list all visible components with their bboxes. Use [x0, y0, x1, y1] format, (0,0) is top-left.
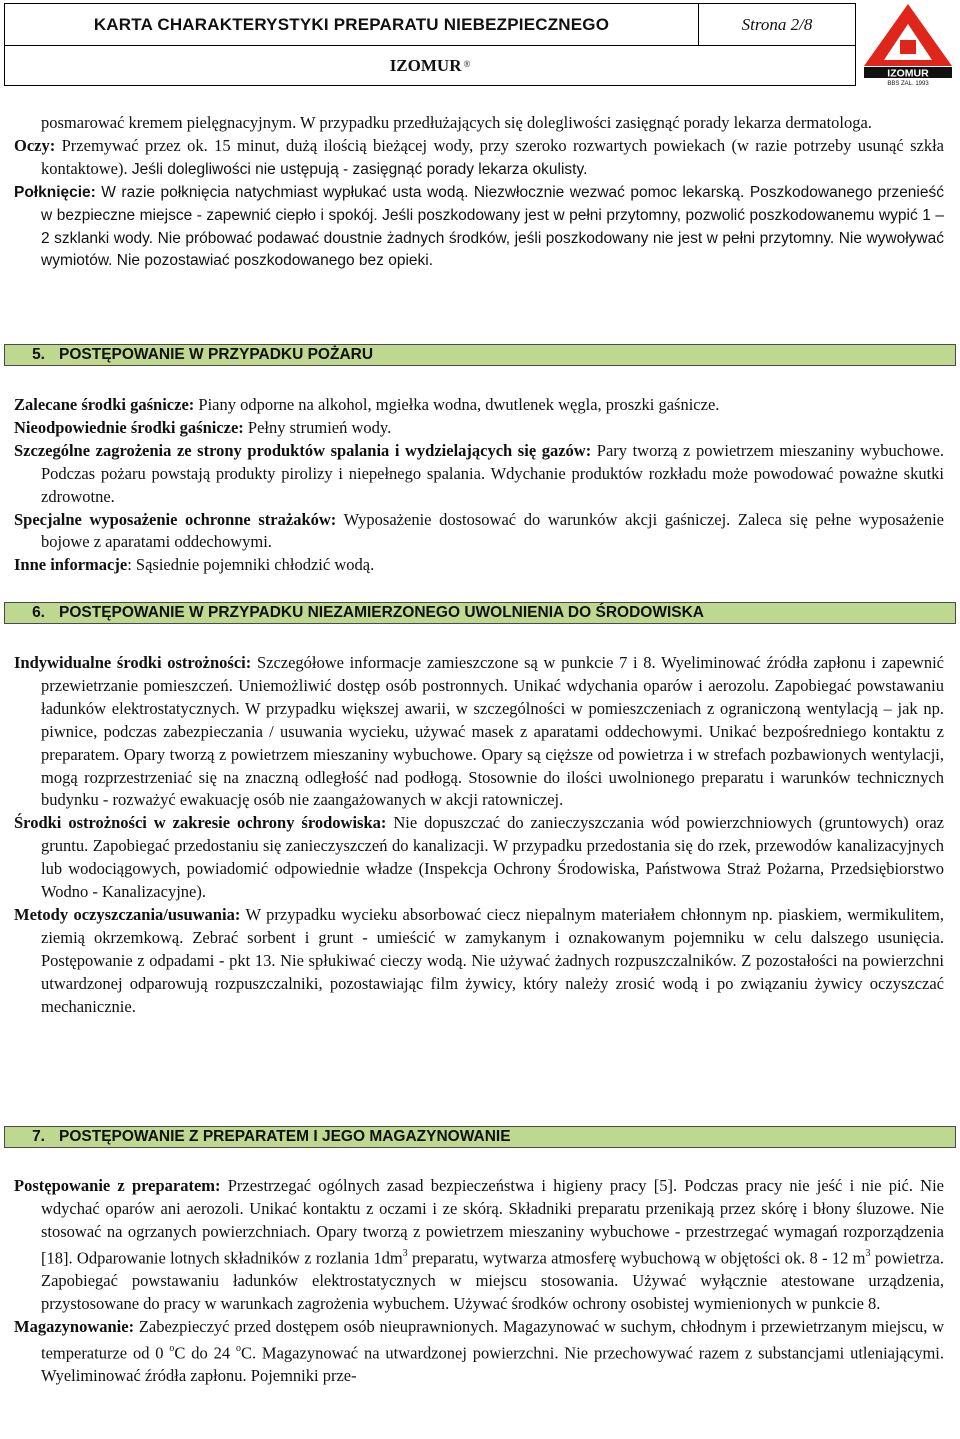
swallow-label: Połknięcie:: [14, 183, 96, 201]
izomur-logo: [860, 2, 956, 86]
s7-storage-label: Magazynowanie:: [14, 1316, 135, 1336]
s7-deg-2: o: [235, 1342, 241, 1354]
s5-label-0: Zalecane środki gaśnicze:: [14, 395, 195, 414]
section-7-number: 7.: [32, 1128, 45, 1145]
swallow-text: W razie połknięcia natychmiast wypłukać usta wodą. Niezwłocznie wezwać pomoc lekarską. Poszkodowanego przenieść w bezpieczne miejsce - zapewnić ciepło i spokój.: [41, 183, 944, 224]
s5-label-1: Nieodpowiednie środki gaśnicze:: [14, 417, 244, 437]
header-row: [5, 4, 855, 46]
logo-subtext: BBS ZAL. 1993: [887, 81, 929, 86]
eyes-label: Oczy:: [14, 135, 56, 155]
s7-sup-1: 3: [402, 1247, 408, 1259]
document-title: KARTA CHARAKTERYSTYKI PREPARATU NIEBEZPIECZNEGO: [5, 4, 699, 45]
section-7-header: [4, 1126, 956, 1148]
s5-text-4: : Sąsiednie pojemniki chłodzić wodą.: [127, 555, 375, 575]
registered-mark: ®: [463, 59, 471, 69]
s6-label-1: Środki ostrożności w zakresie ochrony środowiska:: [14, 813, 387, 833]
page-number: Strona 2/8: [741, 14, 813, 34]
s7-handling-label: Postępowanie z preparatem:: [14, 1176, 221, 1195]
product-name: [5, 46, 855, 86]
section-6-number: 6.: [32, 604, 45, 621]
section-5-number: 5.: [32, 346, 45, 363]
document-header: [4, 3, 856, 86]
s5-item-extinguishing: [14, 394, 944, 417]
s6-text-2: W przypadku wycieku absorbować ciecz niepalnym materiałem chłonnym np. piaskiem, wermikulitem, ziemią okrzemkową. Zebrać sorbent i grunt - umieścić w zamykanym i oznakowanym pojemniku w celu dalszego usunięcia. Postępowanie z odpadami - pkt 13. Nie spłukiwać cieczy wodą. Nie używać żadnych rozpuszczalników. Z pozostałości na powierzchni utwardzonej odparowują rozpuszczalniki, pozostawiając film żywicy, który należy zrosić wodą i po związaniu żywicy oczyszczać mechanicznie.: [41, 904, 944, 1016]
section-6-title: POSTĘPOWANIE W PRZYPADKU NIEZAMIERZONEGO UWOLNIENIA DO ŚRODOWISKA: [59, 604, 704, 621]
section-6-body: [14, 652, 944, 1019]
eyes-text: Przemywać przez ok. 15 minut, dużą ilością bieżącej wody, przy szeroko rozwartych powiekach (w razie potrzeby usunąć szkła kontaktowe).: [41, 135, 944, 178]
s7-handling-c: powietrza. Zapobiegać powstawaniu ładunków elektrostatycznych w miejscu stosowania. Używać wyłącznie atestowane urządzenia, przystosowane do pracy w warunkach zagrożenia wybuchem. Używać środków ochrony osobistej wymienionych w punkcie 8.: [41, 1248, 944, 1314]
s6-item-cleanup: [14, 904, 944, 1019]
s7-deg-1: o: [169, 1342, 175, 1354]
s7-handling-a: Przestrzegać ogólnych zasad bezpieczeństwa i higieny pracy [5]. Podczas pracy nie jeść i nie pić. Nie wdychać oparów ani aerozoli. Unikać kontaktu z oczami i ze skórą. Składniki preparatu przenikają przez skórę i błony śluzowe. Nie stosować na ogrzanych powierzchniach. Opary tworzą z powietrzem mieszaniny wybuchowe - przestrzegać wymagań rozporządzenia [18]. Odparowanie lotnych składników z rozlania 1dm: [41, 1176, 944, 1268]
product-name-text: IZOMUR: [389, 56, 462, 75]
s5-label-3: Specjalne wyposażenie ochronne strażaków:: [14, 509, 337, 529]
s5-label-2: Szczególne zagrożenia ze strony produktów spalania i wydzielających się gazów:: [14, 440, 592, 460]
s7-storage-b: C do 24: [174, 1343, 236, 1363]
section-5-body: [14, 394, 944, 577]
s5-text-2: Pary tworzą z powietrzem mieszaniny wybuchowe. Podczas pożaru powstają produkty pirolizy i niepełnego spalania. Wdychanie produktów rozkładu może powodować poważne skutki zdrowotne.: [41, 440, 944, 506]
first-aid-continuation: [14, 112, 944, 273]
s5-item-equipment: [14, 509, 944, 555]
s6-text-0: Szczegółowe informacje zamieszczone są w punkcie 7 i 8. Wyeliminować źródła zapłonu i zapewnić przewietrzanie pomieszczeń. Uniemożliwić dostęp osób postronnych. Unikać wdychania oparów i aerozolu. Zapobiegać powstawaniu ładunków elektrostatycznych. W przypadku większej awarii, w szczególności w pomieszczeniach z ograniczoną wentylacją – jak np. piwnice, podczas zabezpieczania / usuwania wycieku, używać masek z aparatami oddechowymi. Unikać bezpośredniego kontaktu z preparatem. Opary tworzą z powietrzem mieszaniny wybuchowe. Opary są cięższe od powietrza i w strefach pozbawionych wentylacji, mogą rozprzestrzeniać się na znaczną odległość nad podłogą. Stosownie do ilości uwolnionego preparatu i warunków technicznych budynku - rozważyć ewakuację osób nie zaangażowanych w akcji ratowniczej.: [41, 653, 944, 810]
skin-continuation: posmarować kremem pielęgnacyjnym. W przypadku przedłużających się dolegliwości zasięgnąć porady lekarza dermatologa.: [41, 113, 872, 132]
logo-text: IZOMUR: [887, 67, 929, 80]
s7-handling: [14, 1175, 944, 1316]
swallow-paragraph: [14, 182, 944, 274]
s5-text-0: Piany odporne na alkohol, mgiełka wodna, dwutlenek węgla, proszki gaśnicze.: [194, 395, 720, 414]
s5-item-other: [14, 554, 944, 577]
s6-item-environment: [14, 812, 944, 904]
eyes-paragraph: [14, 135, 944, 182]
s6-label-2: Metody oczyszczania/usuwania:: [14, 904, 241, 924]
s5-item-hazards: [14, 440, 944, 509]
section-5-header: [4, 344, 956, 366]
section-7-body: [14, 1175, 944, 1388]
s5-text-3: Wyposażenie dostosować do warunków akcji gaśniczej. Zaleca się pełne wyposażenie bojowe z aparatami oddechowymi.: [41, 509, 944, 552]
s7-handling-b: preparatu, wytwarza atmosferę wybuchową w objętości ok. 8 - 12 m: [407, 1248, 866, 1268]
section-7-title: POSTĘPOWANIE Z PREPARATEM I JEGO MAGAZYNOWANIE: [59, 1128, 511, 1145]
section-6-header: [4, 602, 956, 624]
s6-label-0: Indywidualne środki ostrożności:: [14, 653, 252, 672]
izomur-logo-icon: [860, 2, 956, 86]
header-table: [4, 3, 856, 86]
s7-sup-2: 3: [865, 1247, 871, 1259]
s6-text-1: Nie dopuszczać do zanieczyszczania wód powierzchniowych (gruntowych) oraz gruntu. Zapobiegać przedostaniu się zanieczyszczeń do kanalizacji. W przypadku przedostania się do rzek, przewodów kanalizacyjnych lub wodociągowych, powiadomić odpowiednie władze (Inspekcja Ochrony Środowiska, Państwowa Straż Pożarna, Przedsiębiorstwo Wodno - Kanalizacyjne).: [41, 813, 945, 902]
s5-item-unsuitable: [14, 417, 944, 440]
s6-item-personal: [14, 652, 944, 812]
s7-storage: [14, 1316, 944, 1388]
eyes-text-2: Jeśli dolegliwości nie ustępują - zasięgnąć porady lekarza okulisty.: [127, 160, 588, 178]
s7-storage-c: C. Magazynować na utwardzonej powierzchni. Nie przechowywać razem z substancjami utleniającymi. Wyeliminować źródła zapłonu. Pojemniki prze-: [41, 1343, 944, 1386]
s5-text-1: Pełny strumień wody.: [243, 417, 392, 437]
s7-storage-a: Zabezpieczyć przed dostępem osób nieuprawnionych. Magazynować w suchym, chłodnym i przewietrzanym miejscu, w temperaturze od 0: [41, 1316, 944, 1363]
section-5-title: POSTĘPOWANIE W PRZYPADKU POŻARU: [59, 346, 374, 363]
swallow-text-2: Jeśli poszkodowany jest w pełni przytomny, pozwolić poszkodowanemu wypić 1 – 2 szklanki wody. Nie próbować podawać doustnie żadnych środków, jeśli poszkodowany nie jest w pełni przytomny. Nie wywoływać wymiotów. Nie pozostawiać poszkodowanego bez opieki.: [41, 206, 944, 270]
s5-label-4: Inne informacje: [14, 555, 128, 575]
